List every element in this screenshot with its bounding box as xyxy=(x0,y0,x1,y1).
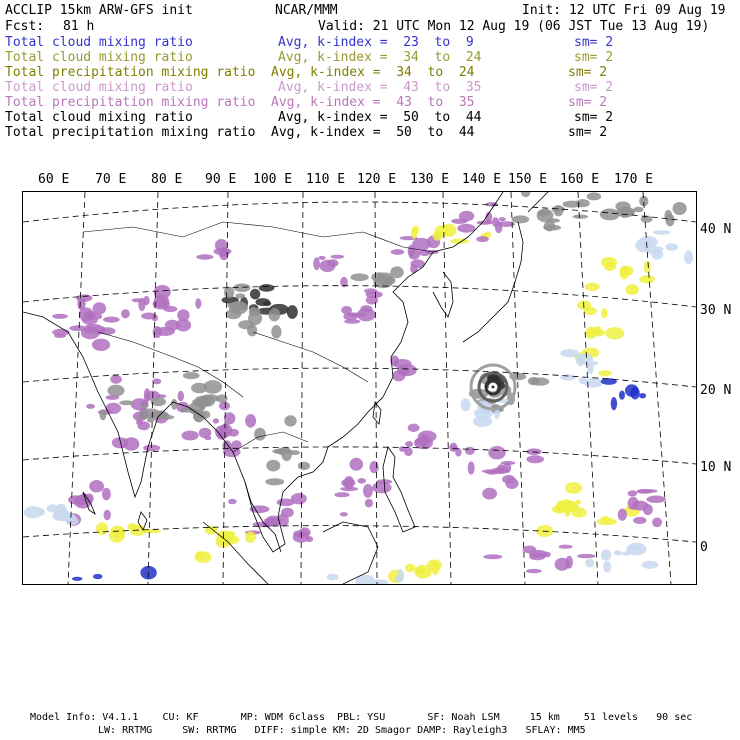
field-patch-gray xyxy=(171,399,177,410)
field-patch-yellow xyxy=(565,482,582,494)
field-patch-blue xyxy=(639,393,646,398)
field-patch-purple xyxy=(219,402,230,411)
field-patch-purple xyxy=(369,461,378,473)
field-patch-lightblue xyxy=(327,574,339,581)
field-patch-yellow xyxy=(575,500,581,504)
field-patch-gray xyxy=(265,478,284,485)
longitude-label: 100 E xyxy=(253,172,293,187)
field-patch-gray xyxy=(271,325,281,339)
field-patch-purple xyxy=(144,388,151,402)
field-patch-gray xyxy=(673,202,687,215)
model-info-line1: Model Info: V4.1.1 CU: KF MP: WDM 6class PBL: YSU SF: Noah LSM 15 km 51 levels 90 sec xyxy=(30,712,693,723)
field-patch-yellow xyxy=(196,551,203,558)
field-patch-purple xyxy=(132,298,142,302)
field-patch-gray xyxy=(254,428,266,441)
field-patch-purple xyxy=(213,418,219,423)
field-patch-purple xyxy=(495,221,503,233)
field-patch-purple xyxy=(465,447,475,455)
field-patch-gray xyxy=(554,205,564,216)
field-patch-purple xyxy=(483,554,502,559)
field-patch-gray xyxy=(147,417,154,423)
field-patch-purple xyxy=(526,569,542,573)
field-patch-purple xyxy=(628,490,638,496)
field-patch-lightblue xyxy=(614,550,622,555)
field-patch-purple xyxy=(215,425,229,438)
field-patch-purple xyxy=(291,493,307,504)
field-patch-gray xyxy=(600,209,620,221)
field-patch-yellow xyxy=(625,284,638,295)
field-patch-yellow xyxy=(435,225,449,237)
field-patch-purple xyxy=(646,496,665,503)
field-patch-purple xyxy=(414,437,433,450)
field-patch-purple xyxy=(199,428,212,438)
field-patch-purple xyxy=(486,470,498,474)
field-patch-gray xyxy=(573,215,589,219)
field-patch-purple xyxy=(178,391,184,402)
field-patch-purple xyxy=(468,461,475,474)
field-patch-lightblue xyxy=(585,559,594,567)
field-patch-lightblue xyxy=(666,243,678,251)
field-patch-purple xyxy=(195,298,201,308)
field-patch-purple xyxy=(136,419,143,425)
longitude-label: 140 E xyxy=(462,172,502,187)
field-patch-lightblue xyxy=(642,561,659,569)
field-patch-purple xyxy=(104,510,111,521)
field-patch-purple xyxy=(391,249,405,255)
field-patch-purple xyxy=(69,325,86,331)
field-patch-gray xyxy=(119,400,134,405)
field-kindex: Avg, k-index = 43 to 35 xyxy=(271,95,475,110)
field-patch-purple xyxy=(54,334,66,338)
field-patch-yellow xyxy=(427,560,442,571)
longitude-label: 80 E xyxy=(151,172,183,187)
field-patch-lightblue xyxy=(652,249,664,259)
field-patch-lightblue xyxy=(24,506,43,518)
field-patch-purple xyxy=(476,236,489,242)
field-patch-purple xyxy=(555,558,570,571)
field-patch-yellow xyxy=(601,257,617,268)
forecast-hours: 81 h xyxy=(63,19,95,34)
field-patch-lightblue xyxy=(603,561,611,572)
field-patch-yellow xyxy=(96,522,108,535)
field-patch-purple xyxy=(92,339,110,351)
field-patch-lightblue xyxy=(395,576,404,582)
field-patch-purple xyxy=(103,317,120,323)
field-name: Total cloud mixing ratio xyxy=(5,50,193,65)
field-patch-yellow xyxy=(405,564,415,573)
field-patch-purple xyxy=(503,463,512,473)
field-name: Total precipitation mixing ratio xyxy=(5,95,256,110)
field-patch-lightblue xyxy=(560,374,575,380)
field-patch-lightblue xyxy=(54,508,69,520)
field-patch-purple xyxy=(652,518,662,528)
init-time: Init: 12 UTC Fri 09 Aug 19 xyxy=(522,3,726,18)
latitude-label: 30 N xyxy=(700,303,732,318)
field-patch-yellow xyxy=(245,531,256,543)
latitude-label: 20 N xyxy=(700,383,732,398)
field-patch-gray xyxy=(298,462,310,470)
field-patch-yellow xyxy=(644,261,651,273)
field-patch-yellow xyxy=(639,275,654,283)
field-patch-darkgray xyxy=(250,289,260,300)
field-patch-gray xyxy=(235,293,245,298)
plot-title: ACCLIP 15km ARW-GFS init xyxy=(5,3,193,18)
field-patch-yellow xyxy=(415,567,425,574)
field-name: Total cloud mixing ratio xyxy=(5,35,193,50)
field-patch-lightblue xyxy=(494,409,500,419)
field-patch-yellow xyxy=(605,327,624,339)
field-patch-purple xyxy=(485,202,498,206)
field-name: Total precipitation mixing ratio xyxy=(5,65,256,80)
field-kindex: Avg, k-index = 50 to 44 xyxy=(278,110,482,125)
field-patch-purple xyxy=(633,517,646,524)
field-patch-purple xyxy=(52,314,68,319)
field-patch-purple xyxy=(636,489,651,494)
field-patch-purple xyxy=(165,320,180,331)
field-patch-gray xyxy=(269,308,281,321)
field-patch-gray xyxy=(192,398,211,407)
field-patch-purple xyxy=(196,254,213,259)
field-kindex: Avg, k-index = 50 to 44 xyxy=(271,125,475,140)
field-patch-gray xyxy=(100,409,107,420)
field-patch-purple xyxy=(404,447,413,456)
field-patch-purple xyxy=(245,414,256,428)
field-kindex: Avg, k-index = 43 to 35 xyxy=(278,80,482,95)
field-patch-yellow xyxy=(577,300,591,310)
field-patch-yellow xyxy=(585,283,600,291)
field-patch-purple xyxy=(360,305,372,313)
map-svg xyxy=(23,192,696,584)
field-patch-gray xyxy=(512,215,530,223)
field-patch-gray xyxy=(576,199,590,207)
field-patch-purple xyxy=(363,484,373,498)
field-patch-yellow xyxy=(411,229,417,239)
field-patch-purple xyxy=(365,499,373,508)
field-patch-darkgray xyxy=(259,284,275,292)
meridian-line xyxy=(375,192,377,584)
field-patch-gray xyxy=(108,385,125,397)
field-patch-blue xyxy=(93,574,103,579)
longitude-label: 60 E xyxy=(38,172,70,187)
field-patch-purple xyxy=(348,313,367,318)
field-smoothing: sm= 2 xyxy=(574,35,614,50)
field-patch-gray xyxy=(202,411,211,419)
field-smoothing: sm= 2 xyxy=(574,110,614,125)
field-smoothing: sm= 2 xyxy=(574,80,614,95)
field-patch-lightblue xyxy=(653,230,670,235)
longitude-label: 70 E xyxy=(95,172,127,187)
field-patch-purple xyxy=(577,554,596,558)
forecast-label: Fcst: xyxy=(5,19,45,34)
field-patch-gray xyxy=(141,403,149,408)
field-patch-lightblue xyxy=(638,236,658,248)
longitude-label: 120 E xyxy=(357,172,397,187)
field-patch-purple xyxy=(405,441,413,447)
field-patch-blue xyxy=(625,384,639,397)
field-patch-purple xyxy=(121,309,130,318)
field-patch-gray xyxy=(181,407,196,412)
field-kindex: Avg, k-index = 34 to 24 xyxy=(271,65,475,80)
field-patch-purple xyxy=(102,488,111,501)
map-panel xyxy=(22,191,697,585)
field-patch-purple xyxy=(499,217,506,221)
field-patch-yellow xyxy=(597,518,617,525)
field-patch-gray xyxy=(537,209,554,223)
field-patch-purple xyxy=(482,488,497,500)
latitude-label: 0 xyxy=(700,540,708,555)
field-patch-gray xyxy=(183,372,200,379)
field-patch-purple xyxy=(93,302,107,314)
longitude-label: 90 E xyxy=(205,172,237,187)
field-patch-purple xyxy=(340,512,348,516)
longitude-label: 160 E xyxy=(560,172,600,187)
field-patch-darkgray xyxy=(287,305,298,319)
field-patch-purple xyxy=(559,545,573,549)
field-patch-lightblue xyxy=(560,349,579,357)
field-patch-purple xyxy=(341,479,355,487)
field-patch-purple xyxy=(318,256,325,260)
field-patch-purple xyxy=(182,431,199,441)
field-patch-purple xyxy=(110,375,122,384)
field-patch-gray xyxy=(521,192,531,197)
field-patch-purple xyxy=(618,509,627,521)
field-patch-purple xyxy=(85,327,97,333)
field-patch-purple xyxy=(488,446,505,459)
field-patch-yellow xyxy=(601,308,607,318)
field-patch-gray xyxy=(543,225,561,231)
field-patch-purple xyxy=(372,482,392,493)
field-patch-purple xyxy=(408,424,420,432)
field-name: Total cloud mixing ratio xyxy=(5,80,193,95)
parallel-line xyxy=(23,202,696,222)
model-info-line2: LW: RRTMG SW: RRTMG DIFF: simple KM: 2D Smagor DAMP: Rayleigh3 SFLAY: MM5 xyxy=(98,725,586,736)
field-patch-gray xyxy=(151,397,166,406)
field-patch-gray xyxy=(238,320,254,329)
field-patch-lightblue xyxy=(587,362,593,374)
field-patch-purple xyxy=(459,211,474,222)
field-patch-yellow xyxy=(620,266,629,280)
field-patch-lightblue xyxy=(622,551,631,556)
field-patch-yellow xyxy=(556,501,566,514)
longitude-label: 170 E xyxy=(614,172,654,187)
field-patch-purple xyxy=(523,546,537,554)
field-patch-gray xyxy=(665,214,674,227)
meridian-line xyxy=(511,192,525,584)
field-kindex: Avg, k-index = 34 to 24 xyxy=(278,50,482,65)
valid-time: Valid: 21 UTC Mon 12 Aug 19 (06 JST Tue 13 Aug 19) xyxy=(318,19,710,34)
field-patch-purple xyxy=(222,440,231,452)
field-patch-gray xyxy=(284,415,296,426)
field-patch-gray xyxy=(227,302,245,309)
meridian-line xyxy=(148,192,158,584)
field-patch-darkgray xyxy=(263,301,271,306)
field-patch-purple xyxy=(154,295,169,308)
field-patch-purple xyxy=(177,309,189,321)
field-patch-lightblue xyxy=(601,549,611,560)
field-patch-lightblue xyxy=(66,517,79,526)
field-patch-purple xyxy=(526,455,544,463)
field-patch-gray xyxy=(224,287,234,299)
field-patch-purple xyxy=(313,257,320,270)
field-patch-purple xyxy=(341,306,352,314)
organization: NCAR/MMM xyxy=(275,3,338,18)
longitude-label: 130 E xyxy=(410,172,450,187)
longitude-label: 150 E xyxy=(508,172,548,187)
field-patch-blue xyxy=(72,577,83,581)
field-patch-purple xyxy=(529,553,546,561)
field-name: Total cloud mixing ratio xyxy=(5,110,193,125)
field-patch-yellow xyxy=(598,370,612,376)
field-patch-gray xyxy=(266,460,280,472)
field-smoothing: sm= 2 xyxy=(568,125,608,140)
field-patch-purple xyxy=(628,497,639,510)
field-patch-blue xyxy=(611,397,617,410)
field-patch-purple xyxy=(543,552,551,557)
field-patch-purple xyxy=(86,404,95,409)
field-patch-lightblue xyxy=(684,251,693,265)
field-patch-purple xyxy=(331,255,344,259)
field-patch-gray xyxy=(281,447,292,461)
field-patch-blue xyxy=(619,391,625,400)
field-patch-purple xyxy=(357,478,366,484)
latitude-label: 10 N xyxy=(700,460,732,475)
field-patch-purple xyxy=(408,249,420,260)
field-patch-purple xyxy=(319,260,335,272)
field-patch-purple xyxy=(505,478,518,489)
field-kindex: Avg, k-index = 23 to 9 xyxy=(278,35,474,50)
field-patch-purple xyxy=(219,247,227,257)
field-smoothing: sm= 2 xyxy=(568,65,608,80)
field-patch-purple xyxy=(334,492,349,497)
field-patch-gray xyxy=(587,192,602,200)
field-patch-yellow xyxy=(586,329,605,337)
meridian-line xyxy=(443,192,451,584)
latitude-label: 40 N xyxy=(700,222,732,237)
field-patch-gray xyxy=(191,383,207,394)
field-patch-purple xyxy=(457,224,475,233)
field-name: Total precipitation mixing ratio xyxy=(5,125,256,140)
field-smoothing: sm= 2 xyxy=(568,95,608,110)
field-patch-gray xyxy=(249,308,261,316)
field-patch-yellow xyxy=(216,535,231,547)
field-patch-purple xyxy=(281,508,294,518)
field-patch-purple xyxy=(163,306,177,312)
meridian-line xyxy=(301,192,303,584)
field-patch-purple xyxy=(228,499,237,505)
field-patch-gray xyxy=(373,277,393,288)
field-patch-purple xyxy=(76,294,92,301)
field-patch-purple xyxy=(366,291,383,298)
field-patch-gray xyxy=(528,377,540,385)
meridian-line xyxy=(578,192,598,584)
field-patch-purple xyxy=(89,480,104,492)
field-patch-gray xyxy=(350,273,368,281)
field-patch-purple xyxy=(392,370,405,381)
field-patch-purple xyxy=(350,458,364,471)
field-patch-lightblue xyxy=(461,398,471,411)
longitude-label: 110 E xyxy=(306,172,346,187)
field-smoothing: sm= 2 xyxy=(574,50,614,65)
field-patch-lightblue xyxy=(584,378,603,388)
field-patch-lightblue xyxy=(576,354,585,367)
